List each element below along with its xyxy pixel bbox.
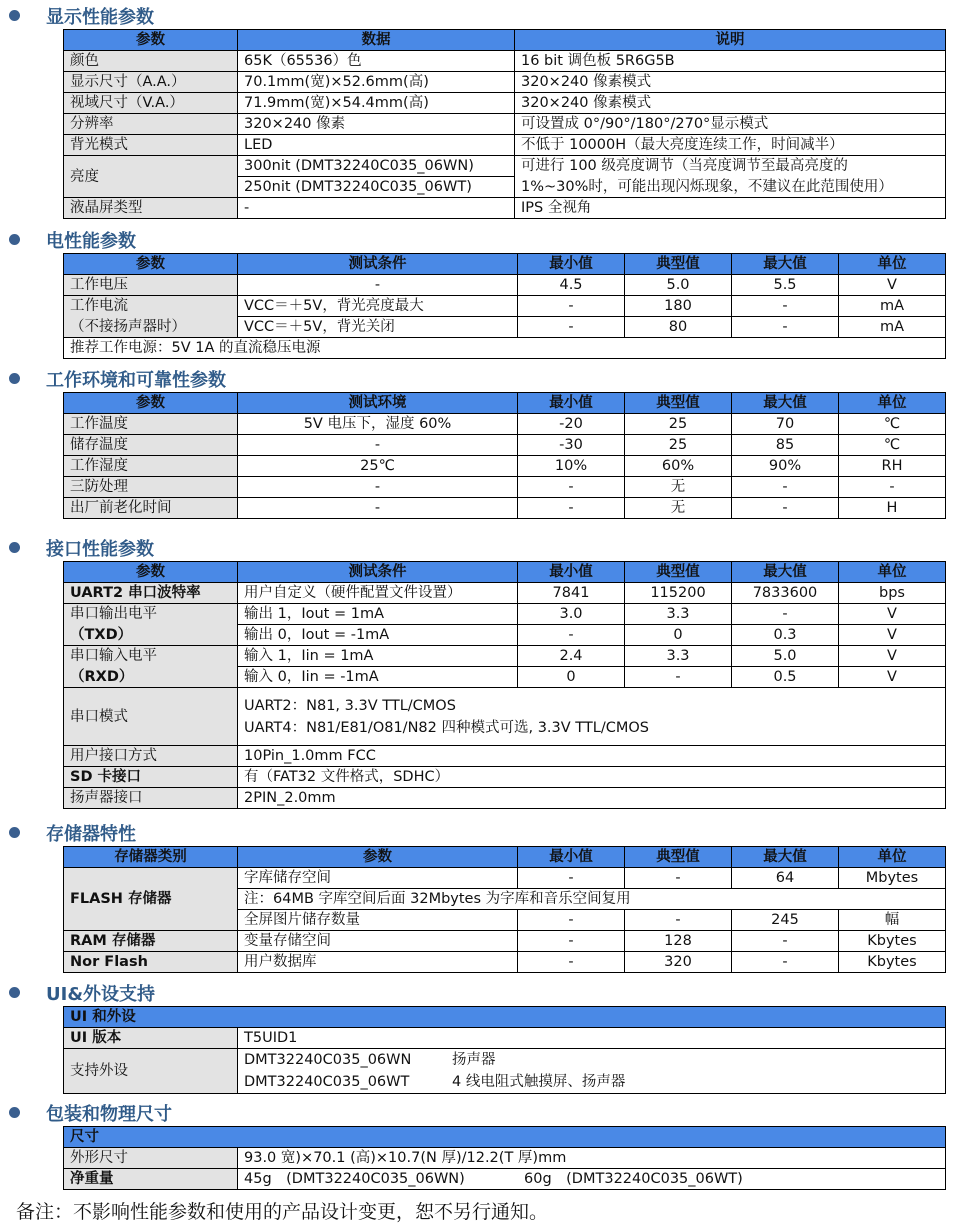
- header-cell: 参数: [64, 254, 238, 275]
- cell: bps: [839, 583, 946, 604]
- cell: 320: [625, 952, 732, 973]
- cell: 1%~30%时，可能出现闪烁现象，不建议在此范围使用）: [515, 177, 946, 198]
- table-row: [64, 1028, 946, 1049]
- table-row: [64, 931, 946, 952]
- cell: 变量存储空间: [238, 931, 518, 952]
- header-cell: 最小值: [518, 847, 625, 868]
- cell: 85: [732, 435, 839, 456]
- header-cell: 说明: [515, 30, 946, 51]
- cell: -: [238, 275, 518, 296]
- interface-table: [63, 561, 946, 809]
- cell: 幅: [839, 910, 946, 931]
- cell: -: [518, 868, 625, 889]
- ui-table: [63, 1006, 946, 1094]
- cell: -: [732, 498, 839, 519]
- weight-wt: 60g (DMT32240C035_06WT): [524, 1171, 743, 1187]
- cell: 用户数据库: [238, 952, 518, 973]
- table-row: [64, 688, 946, 746]
- header-cell: 参数: [238, 847, 518, 868]
- cell: 0: [518, 667, 625, 688]
- cell: -: [732, 604, 839, 625]
- cell: 70: [732, 414, 839, 435]
- header-cell: 典型值: [625, 393, 732, 414]
- header-cell: 典型值: [625, 254, 732, 275]
- bullet-icon: [9, 542, 20, 553]
- cell: 0: [625, 625, 732, 646]
- cell: -: [518, 317, 625, 338]
- bullet-icon: [9, 373, 20, 384]
- header-cell: 最大值: [732, 562, 839, 583]
- cell: 输出 0，Iout = -1mA: [238, 625, 518, 646]
- row-label: 三防处理: [64, 477, 238, 498]
- cell: [238, 1049, 946, 1094]
- cell: mA: [839, 317, 946, 338]
- cell: 7841: [518, 583, 625, 604]
- row-label: 外形尺寸: [64, 1148, 238, 1169]
- cell: Kbytes: [839, 952, 946, 973]
- table-header-row: [64, 254, 946, 275]
- cell: H: [839, 498, 946, 519]
- cell: 71.9mm(宽)×54.4mm(高): [238, 93, 515, 114]
- section-heading-electrical: [0, 226, 960, 252]
- cell: mA: [839, 296, 946, 317]
- cell: IPS 全视角: [515, 198, 946, 219]
- table-row: [64, 51, 946, 72]
- cell: [238, 688, 946, 746]
- cell: 用户自定义（硬件配置文件设置）: [238, 583, 518, 604]
- row-label: 工作湿度: [64, 456, 238, 477]
- cell: 70.1mm(宽)×52.6mm(高): [238, 72, 515, 93]
- note-cell: 注：64MB 字库空间后面 32Mbytes 为字库和音乐空间复用: [238, 889, 946, 910]
- row-label: 显示尺寸（A.A.）: [64, 72, 238, 93]
- table-row: [64, 1169, 946, 1190]
- cell: -: [518, 498, 625, 519]
- table-row: [64, 296, 946, 317]
- table-row: [64, 198, 946, 219]
- cell: 全屏图片储存数量: [238, 910, 518, 931]
- table-row: [64, 868, 946, 889]
- table-header-row: [64, 847, 946, 868]
- cell: RH: [839, 456, 946, 477]
- table-row: [64, 952, 946, 973]
- table-row: [64, 788, 946, 809]
- header-cell: 单位: [839, 393, 946, 414]
- table-row: [64, 583, 946, 604]
- table-row: [64, 72, 946, 93]
- bullet-icon: [9, 827, 20, 838]
- table-row: [64, 767, 946, 788]
- cell: 4.5: [518, 275, 625, 296]
- cell: -: [518, 931, 625, 952]
- periph-desc: 4 线电阻式触摸屏、扬声器: [452, 1074, 626, 1090]
- table-header-row: [64, 393, 946, 414]
- row-label: 出厂前老化时间: [64, 498, 238, 519]
- table-row: [64, 156, 946, 177]
- row-label: 工作电流: [64, 296, 238, 317]
- row-label: Nor Flash: [64, 952, 238, 973]
- table-row: [64, 275, 946, 296]
- table-row: [64, 435, 946, 456]
- row-label: 支持外设: [64, 1049, 238, 1094]
- header-cell: 参数: [64, 30, 238, 51]
- table-row: [64, 477, 946, 498]
- cell: 245: [732, 910, 839, 931]
- cell: 2.4: [518, 646, 625, 667]
- header-cell: 典型值: [625, 847, 732, 868]
- row-label: 串口输入电平: [64, 646, 238, 667]
- section-title: 工作环境和可靠性参数: [46, 370, 226, 391]
- cell: -: [518, 952, 625, 973]
- row-label: 颜色: [64, 51, 238, 72]
- cell: Kbytes: [839, 931, 946, 952]
- section-title: 接口性能参数: [46, 539, 154, 560]
- section-heading-memory: [0, 819, 960, 845]
- row-label: 串口输出电平: [64, 604, 238, 625]
- cell: T5UID1: [238, 1028, 946, 1049]
- section-title: 存储器特性: [46, 824, 136, 845]
- row-label: 液晶屏类型: [64, 198, 238, 219]
- table-row: [64, 456, 946, 477]
- cell: 320×240 像素: [238, 114, 515, 135]
- section-title: 显示性能参数: [46, 7, 154, 28]
- row-label: SD 卡接口: [64, 767, 238, 788]
- row-label: 工作温度: [64, 414, 238, 435]
- header-cell: 存储器类别: [64, 847, 238, 868]
- cell: 有（FAT32 文件格式，SDHC）: [238, 767, 946, 788]
- cell: -30: [518, 435, 625, 456]
- cell: 输出 1，Iout = 1mA: [238, 604, 518, 625]
- cell: 0.5: [732, 667, 839, 688]
- footer-note: 备注：不影响性能参数和使用的产品设计变更，恕不另行通知。: [16, 1201, 549, 1223]
- cell: 可进行 100 级亮度调节（当亮度调节至最高亮度的: [515, 156, 946, 177]
- cell: 可设置成 0°/90°/180°/270°显示模式: [515, 114, 946, 135]
- header-cell: 测试条件: [238, 562, 518, 583]
- row-label: 亮度: [64, 156, 238, 198]
- note-cell: 推荐工作电源：5V 1A 的直流稳压电源: [64, 338, 946, 359]
- header-cell: 测试条件: [238, 254, 518, 275]
- table-row: [64, 604, 946, 625]
- header-cell: 最小值: [518, 254, 625, 275]
- cell: V: [839, 625, 946, 646]
- cell: -: [518, 296, 625, 317]
- header-cell: 最大值: [732, 847, 839, 868]
- cell: 2PIN_2.0mm: [238, 788, 946, 809]
- cell: 3.3: [625, 604, 732, 625]
- cell: 250nit (DMT32240C035_06WT): [238, 177, 515, 198]
- cell: -: [238, 198, 515, 219]
- row-label: 储存温度: [64, 435, 238, 456]
- header-cell: 尺寸: [64, 1127, 946, 1148]
- cell: 320×240 像素模式: [515, 72, 946, 93]
- header-cell: 参数: [64, 562, 238, 583]
- header-cell: UI 和外设: [64, 1007, 946, 1028]
- row-label: （不接扬声器时）: [64, 317, 238, 338]
- cell: 输入 0，Iin = -1mA: [238, 667, 518, 688]
- mode-line: UART4：N81/E81/O81/N82 四种模式可选, 3.3V TTL/CMOS: [244, 719, 649, 736]
- table-row: [64, 646, 946, 667]
- header-cell: 最大值: [732, 393, 839, 414]
- row-label: 串口模式: [64, 688, 238, 746]
- cell: -: [518, 910, 625, 931]
- periph-line: [244, 1049, 939, 1071]
- cell: V: [839, 275, 946, 296]
- row-label: 视域尺寸（V.A.）: [64, 93, 238, 114]
- row-label: 工作电压: [64, 275, 238, 296]
- header-cell: 单位: [839, 254, 946, 275]
- header-cell: 单位: [839, 562, 946, 583]
- periph-model: DMT32240C035_06WT: [244, 1074, 410, 1090]
- cell: 输入 1，Iin = 1mA: [238, 646, 518, 667]
- cell: 10%: [518, 456, 625, 477]
- cell: 5.0: [732, 646, 839, 667]
- cell: 5.0: [625, 275, 732, 296]
- table-row: [64, 135, 946, 156]
- table-row: [64, 498, 946, 519]
- section-title: UI&外设支持: [46, 984, 156, 1005]
- cell: -: [732, 477, 839, 498]
- row-label: FLASH 存储器: [64, 868, 238, 931]
- cell: 5V 电压下，湿度 60%: [238, 414, 518, 435]
- cell: [238, 1169, 946, 1190]
- cell: VCC＝＋5V，背光亮度最大: [238, 296, 518, 317]
- cell: -: [625, 868, 732, 889]
- cell: 115200: [625, 583, 732, 604]
- cell: 16 bit 调色板 5R6G5B: [515, 51, 946, 72]
- cell: 64: [732, 868, 839, 889]
- cell: -: [518, 477, 625, 498]
- table-header-row: [64, 1007, 946, 1028]
- bullet-icon: [9, 10, 20, 21]
- table-row: [64, 1148, 946, 1169]
- table-row: [64, 746, 946, 767]
- row-label: 净重量: [64, 1169, 238, 1190]
- row-label: 扬声器接口: [64, 788, 238, 809]
- header-cell: 数据: [238, 30, 515, 51]
- package-table: [63, 1126, 946, 1190]
- cell: 不低于 10000H（最大亮度连续工作，时间减半）: [515, 135, 946, 156]
- cell: 10Pin_1.0mm FCC: [238, 746, 946, 767]
- cell: -20: [518, 414, 625, 435]
- header-cell: 参数: [64, 393, 238, 414]
- periph-model: DMT32240C035_06WN: [244, 1052, 412, 1068]
- cell: 25: [625, 435, 732, 456]
- cell: ℃: [839, 414, 946, 435]
- cell: 5.5: [732, 275, 839, 296]
- table-row: [64, 93, 946, 114]
- cell: -: [732, 952, 839, 973]
- section-title: 包装和物理尺寸: [46, 1104, 172, 1125]
- section-heading-environment: [0, 365, 960, 391]
- cell: -: [518, 625, 625, 646]
- bullet-icon: [9, 234, 20, 245]
- cell: 无: [625, 498, 732, 519]
- cell: V: [839, 646, 946, 667]
- cell: -: [238, 477, 518, 498]
- table-row: [64, 1049, 946, 1094]
- row-label: 背光模式: [64, 135, 238, 156]
- table-row: [64, 667, 946, 688]
- bullet-icon: [9, 1107, 20, 1118]
- section-heading-package: [0, 1099, 960, 1125]
- section-heading-display: [0, 2, 960, 28]
- header-cell: 最小值: [518, 393, 625, 414]
- periph-desc: 扬声器: [452, 1052, 496, 1068]
- cell: -: [238, 435, 518, 456]
- cell: 300nit (DMT32240C035_06WN): [238, 156, 515, 177]
- cell: V: [839, 604, 946, 625]
- bullet-icon: [9, 987, 20, 998]
- cell: 字库储存空间: [238, 868, 518, 889]
- cell: 80: [625, 317, 732, 338]
- environment-table: [63, 392, 946, 519]
- electrical-table: [63, 253, 946, 359]
- cell: 180: [625, 296, 732, 317]
- row-label: UI 版本: [64, 1028, 238, 1049]
- cell: 65K（65536）色: [238, 51, 515, 72]
- cell: 3.0: [518, 604, 625, 625]
- row-label: 用户接口方式: [64, 746, 238, 767]
- header-cell: 单位: [839, 847, 946, 868]
- cell: 0.3: [732, 625, 839, 646]
- cell: 128: [625, 931, 732, 952]
- cell: 320×240 像素模式: [515, 93, 946, 114]
- cell: 无: [625, 477, 732, 498]
- cell: 60%: [625, 456, 732, 477]
- cell: VCC＝＋5V，背光关闭: [238, 317, 518, 338]
- cell: -: [732, 296, 839, 317]
- cell: -: [732, 317, 839, 338]
- cell: -: [625, 667, 732, 688]
- cell: 7833600: [732, 583, 839, 604]
- row-label: 分辨率: [64, 114, 238, 135]
- table-row: [64, 414, 946, 435]
- cell: 25: [625, 414, 732, 435]
- table-row: [64, 114, 946, 135]
- display-table: [63, 29, 946, 219]
- header-cell: 典型值: [625, 562, 732, 583]
- cell: 3.3: [625, 646, 732, 667]
- memory-table: [63, 846, 946, 973]
- periph-line: [244, 1071, 939, 1093]
- cell: Mbytes: [839, 868, 946, 889]
- table-header-row: [64, 30, 946, 51]
- table-row: [64, 625, 946, 646]
- header-cell: 最大值: [732, 254, 839, 275]
- section-heading-ui: [0, 979, 960, 1005]
- row-label: （TXD）: [64, 625, 238, 646]
- mode-line: UART2：N81, 3.3V TTL/CMOS: [244, 697, 456, 714]
- cell: -: [625, 910, 732, 931]
- section-heading-interface: [0, 534, 960, 560]
- cell: -: [732, 931, 839, 952]
- cell: LED: [238, 135, 515, 156]
- row-label: （RXD）: [64, 667, 238, 688]
- table-header-row: [64, 562, 946, 583]
- cell: 93.0 宽)×70.1 (高)×10.7(N 厚)/12.2(T 厚)mm: [238, 1148, 946, 1169]
- cell: -: [238, 498, 518, 519]
- weight-wn: 45g (DMT32240C035_06WN): [244, 1171, 465, 1187]
- section-title: 电性能参数: [46, 231, 136, 252]
- table-row: [64, 338, 946, 359]
- header-cell: 测试环境: [238, 393, 518, 414]
- header-cell: 最小值: [518, 562, 625, 583]
- cell: 25℃: [238, 456, 518, 477]
- cell: ℃: [839, 435, 946, 456]
- cell: V: [839, 667, 946, 688]
- table-header-row: [64, 1127, 946, 1148]
- row-label: RAM 存储器: [64, 931, 238, 952]
- cell: -: [839, 477, 946, 498]
- row-label: UART2 串口波特率: [64, 583, 238, 604]
- table-row: [64, 317, 946, 338]
- cell: 90%: [732, 456, 839, 477]
